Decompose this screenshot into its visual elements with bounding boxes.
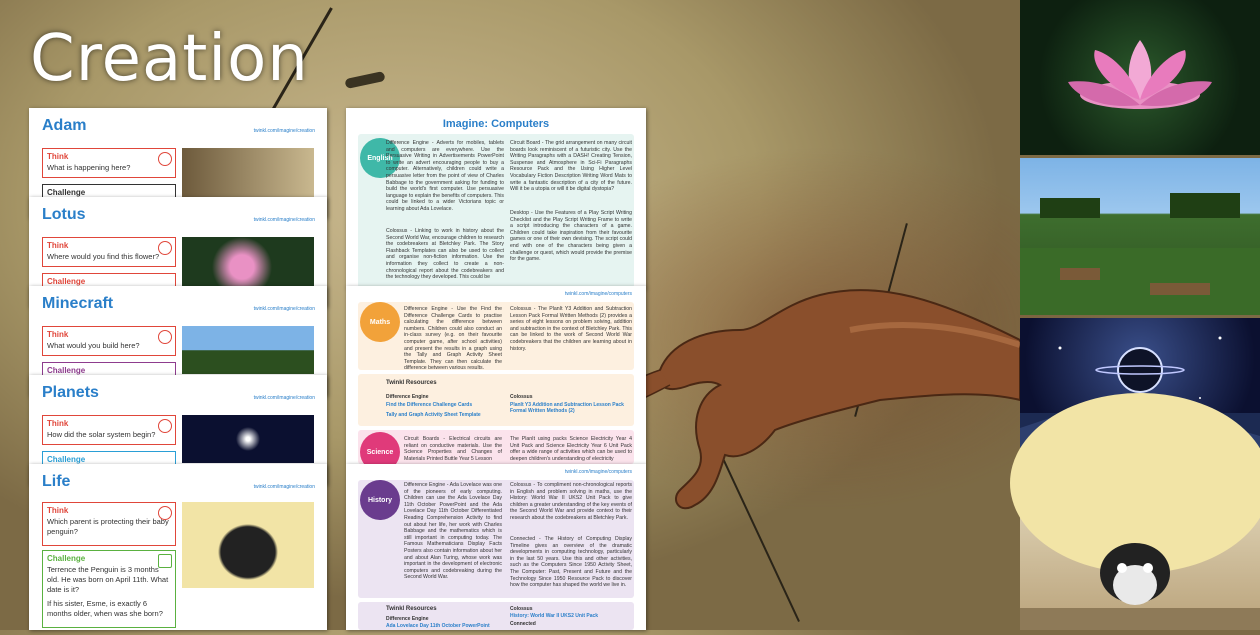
sheet-url: twinkl.com/imagine/computers [565, 469, 632, 475]
planets-thumbnail [182, 415, 314, 463]
resource-link[interactable]: PlanIt Y3 Addition and Subtraction Lesson Pack Formal Written Methods (2) [510, 402, 624, 414]
minecraft-photo [1020, 158, 1260, 315]
minecraft-landscape-icon [1020, 158, 1260, 315]
resource-link[interactable]: Ada Lovelace Day 11th October PowerPoint [386, 623, 490, 629]
card-url: twinkl.com/imagine/creation [253, 128, 315, 134]
resource-label: Difference Engine [386, 616, 429, 622]
minecraft-thumbnail [182, 326, 314, 374]
think-label: Think [47, 506, 69, 515]
lightbulb-icon [158, 330, 172, 344]
lightbulb-icon [158, 152, 172, 166]
think-label: Think [47, 152, 69, 161]
sheet-url: twinkl.com/imagine/computers [565, 291, 632, 297]
think-box [42, 326, 176, 356]
card-url: twinkl.com/imagine/creation [253, 484, 315, 490]
think-box [42, 502, 176, 546]
think-question: Which parent is protecting their baby penguin? [47, 517, 169, 536]
challenge-box [42, 550, 176, 628]
card-url: twinkl.com/imagine/creation [253, 217, 315, 223]
resource-label: Colossus [510, 606, 533, 612]
think-question: How did the solar system begin? [47, 430, 156, 439]
card-title: Life [42, 473, 71, 490]
sheet-title: Imagine: Computers [442, 118, 550, 130]
card-url: twinkl.com/imagine/creation [253, 306, 315, 312]
history-text: Colossus - To compliment non-chronological reports in English and problem solving in maths, use the History: World War II UKS2 Unit Pack to give children a greater understanding of the key events of the Second World War and provide context to their research about the codebreakers at Bletchley Park. [510, 482, 632, 521]
resource-link[interactable]: Find the Difference Challenge Cards [386, 402, 473, 408]
adam-thumbnail [182, 148, 314, 198]
think-label: Think [47, 330, 69, 339]
think-question: What would you build here? [47, 341, 140, 350]
lightbulb-icon [158, 241, 172, 255]
card-title: Adam [42, 117, 87, 134]
science-text: Circuit Boards - Electrical circuits are reliant on conductive materials. Use the Science Properties and Changes of Materials Printed Buttle Year 5 Lesson [404, 436, 502, 462]
history-text: Difference Engine - Ada Lovelace was one of the pioneers of early computing. Children can use the Ada Lovelace Day 11th October PowerPoint and the Ada Lovelace Day 11th October Differentiated Reading Comprehension Activity to find out about her life, her work with Charles Babbage and the mathematics which is still important in computing today. The Famous Mathematicians Display Facts Posters also contain information about her and about Alan Turing, whose work was important in the development of electronic computers and codebreaking during the Second World War. [404, 482, 502, 581]
card-title: Planets [42, 384, 99, 401]
card-url: twinkl.com/imagine/creation [253, 395, 315, 401]
resource-label: Connected [510, 621, 536, 627]
lightbulb-icon [158, 419, 172, 433]
english-text: Colossus - Linking to work in history about the Second World War, encourage children to research the codebreakers at Bletchley Park. The Story Flashback Templates can also be used to collect and organise non-fiction information. Use the information they collect to create a non-chronological report about the codebreakers and the technology they developed. This could be [386, 228, 504, 281]
challenge-label: Challenge [47, 554, 86, 563]
lotus-thumbnail [182, 237, 314, 289]
resource-link[interactable]: Tally and Graph Activity Sheet Template [386, 412, 481, 418]
think-box [42, 237, 176, 267]
lightbulb-icon [158, 506, 172, 520]
sheet-english [346, 108, 646, 288]
resources-heading: Twinkl Resources [386, 380, 437, 386]
think-box [42, 148, 176, 178]
think-box [42, 415, 176, 445]
challenge-label: Challenge [47, 277, 86, 286]
science-text: The PlanIt using packs Science Electricity Year 4 Unit Pack and Science Electricity Year 6 Unit Pack offer a wide range of activities which can be used to deepen children's understanding of electricity [510, 436, 632, 462]
english-badge: English [360, 138, 400, 178]
card-title: Lotus [42, 206, 86, 223]
calculator-icon [158, 554, 172, 568]
challenge-text: Terrence the Penguin is 3 months old. He was born on April 11th. What date is it? [47, 565, 169, 594]
think-label: Think [47, 419, 69, 428]
maths-badge: Maths [360, 302, 400, 342]
history-badge: History [360, 480, 400, 520]
penguin-icon [1020, 473, 1260, 630]
think-label: Think [47, 241, 69, 250]
card-title: Minecraft [42, 295, 114, 312]
sheet-maths [346, 286, 646, 464]
resource-label: Difference Engine [386, 394, 429, 400]
lotus-photo [1020, 0, 1260, 155]
challenge-label: Challenge [47, 366, 86, 375]
maths-text: Colossus - The PlanIt Y3 Addition and Subtraction Lesson Pack Formal Written Methods (2) provides a series of eight lessons on problem solving, addition and subtraction in the context of Bletchley Park. This can be linked to the work of Second World War codebreakers that the children are learning about in history. [510, 306, 632, 352]
lotus-flower-icon [1020, 0, 1260, 155]
card-life [29, 464, 327, 630]
challenge-label: Challenge [47, 455, 86, 464]
resource-link[interactable]: History: World War II UKS2 Unit Pack [510, 613, 599, 619]
page-title: Creation [30, 22, 309, 96]
sheet-history [346, 464, 646, 630]
think-question: What is happening here? [47, 163, 131, 172]
science-badge: Science [360, 432, 400, 472]
penguin-photo [1020, 473, 1260, 630]
maths-text: Difference Engine - Use the Find the Difference Challenge Cards to practise calculating the difference between numbers. Children could also conduct an in-class survey (e.g. on their favourite computer game, after school activities) and present the results in a graph using the Tally and Graph Activity Sheet Template. They can then calculate the difference between various results. [404, 306, 502, 372]
resource-label: Colossus [510, 394, 533, 400]
challenge-label: Challenge [47, 188, 86, 197]
resources-heading: Twinkl Resources [386, 606, 437, 612]
english-text: Circuit Board - The grid arrangement on many circuit boards look reminiscent of a futuristic city. Use the Writing Paragraphs with a DASH! Creating Tension, Suspense and Atmosphere in Sci-Fi Paragraphs Resource Pack and the Using Higher Level Vocabulary Fiction Description Writing Word Mats to write a fantastic description of a city of the future. Will it be a utopia or will it be digital dystopia? [510, 140, 632, 193]
penguin-thumbnail [182, 502, 314, 588]
history-text: Connected - The History of Computing Display Timeline gives an overview of the dramatic developments in computing technology, particularly in the last 50 years. Use this and other activities, such as the Computers Since 1950 Activity Sheet, The Computer: Past, Present and Future and the Technology Since 1950 Resource Pack to discover how the computer has shaped the world we live in. [510, 536, 632, 589]
challenge-text: If his sister, Esme, is exactly 6 months older, when was she born? [47, 599, 163, 618]
english-text: Desktop - Use the Features of a Play Script Writing Checklist and the Play Script Writing Frame to write a script introducing the characters of a game. Children could take inspiration from their favourite games or one of their own devising. The script could end with one of the characters being given a challenge or quest, which would provide the premise for the game. [510, 210, 632, 263]
think-question: Where would you find this flower? [47, 252, 160, 261]
english-text: Difference Engine - Adverts for mobiles, tablets and computers are everywhere. Use the Persuasive Writing in Advertisements PowerPoint to write an advert encouraging people to buy a computer. Alternatively, children could write a persuasive letter from the point of view of Charles Babbage to the government asking for funding to build the world's first computer. Use persuasive language to explain the benefits of computers. This could be linked to a wider Victorians topic or learning about Ada Lovelace. [386, 140, 504, 212]
